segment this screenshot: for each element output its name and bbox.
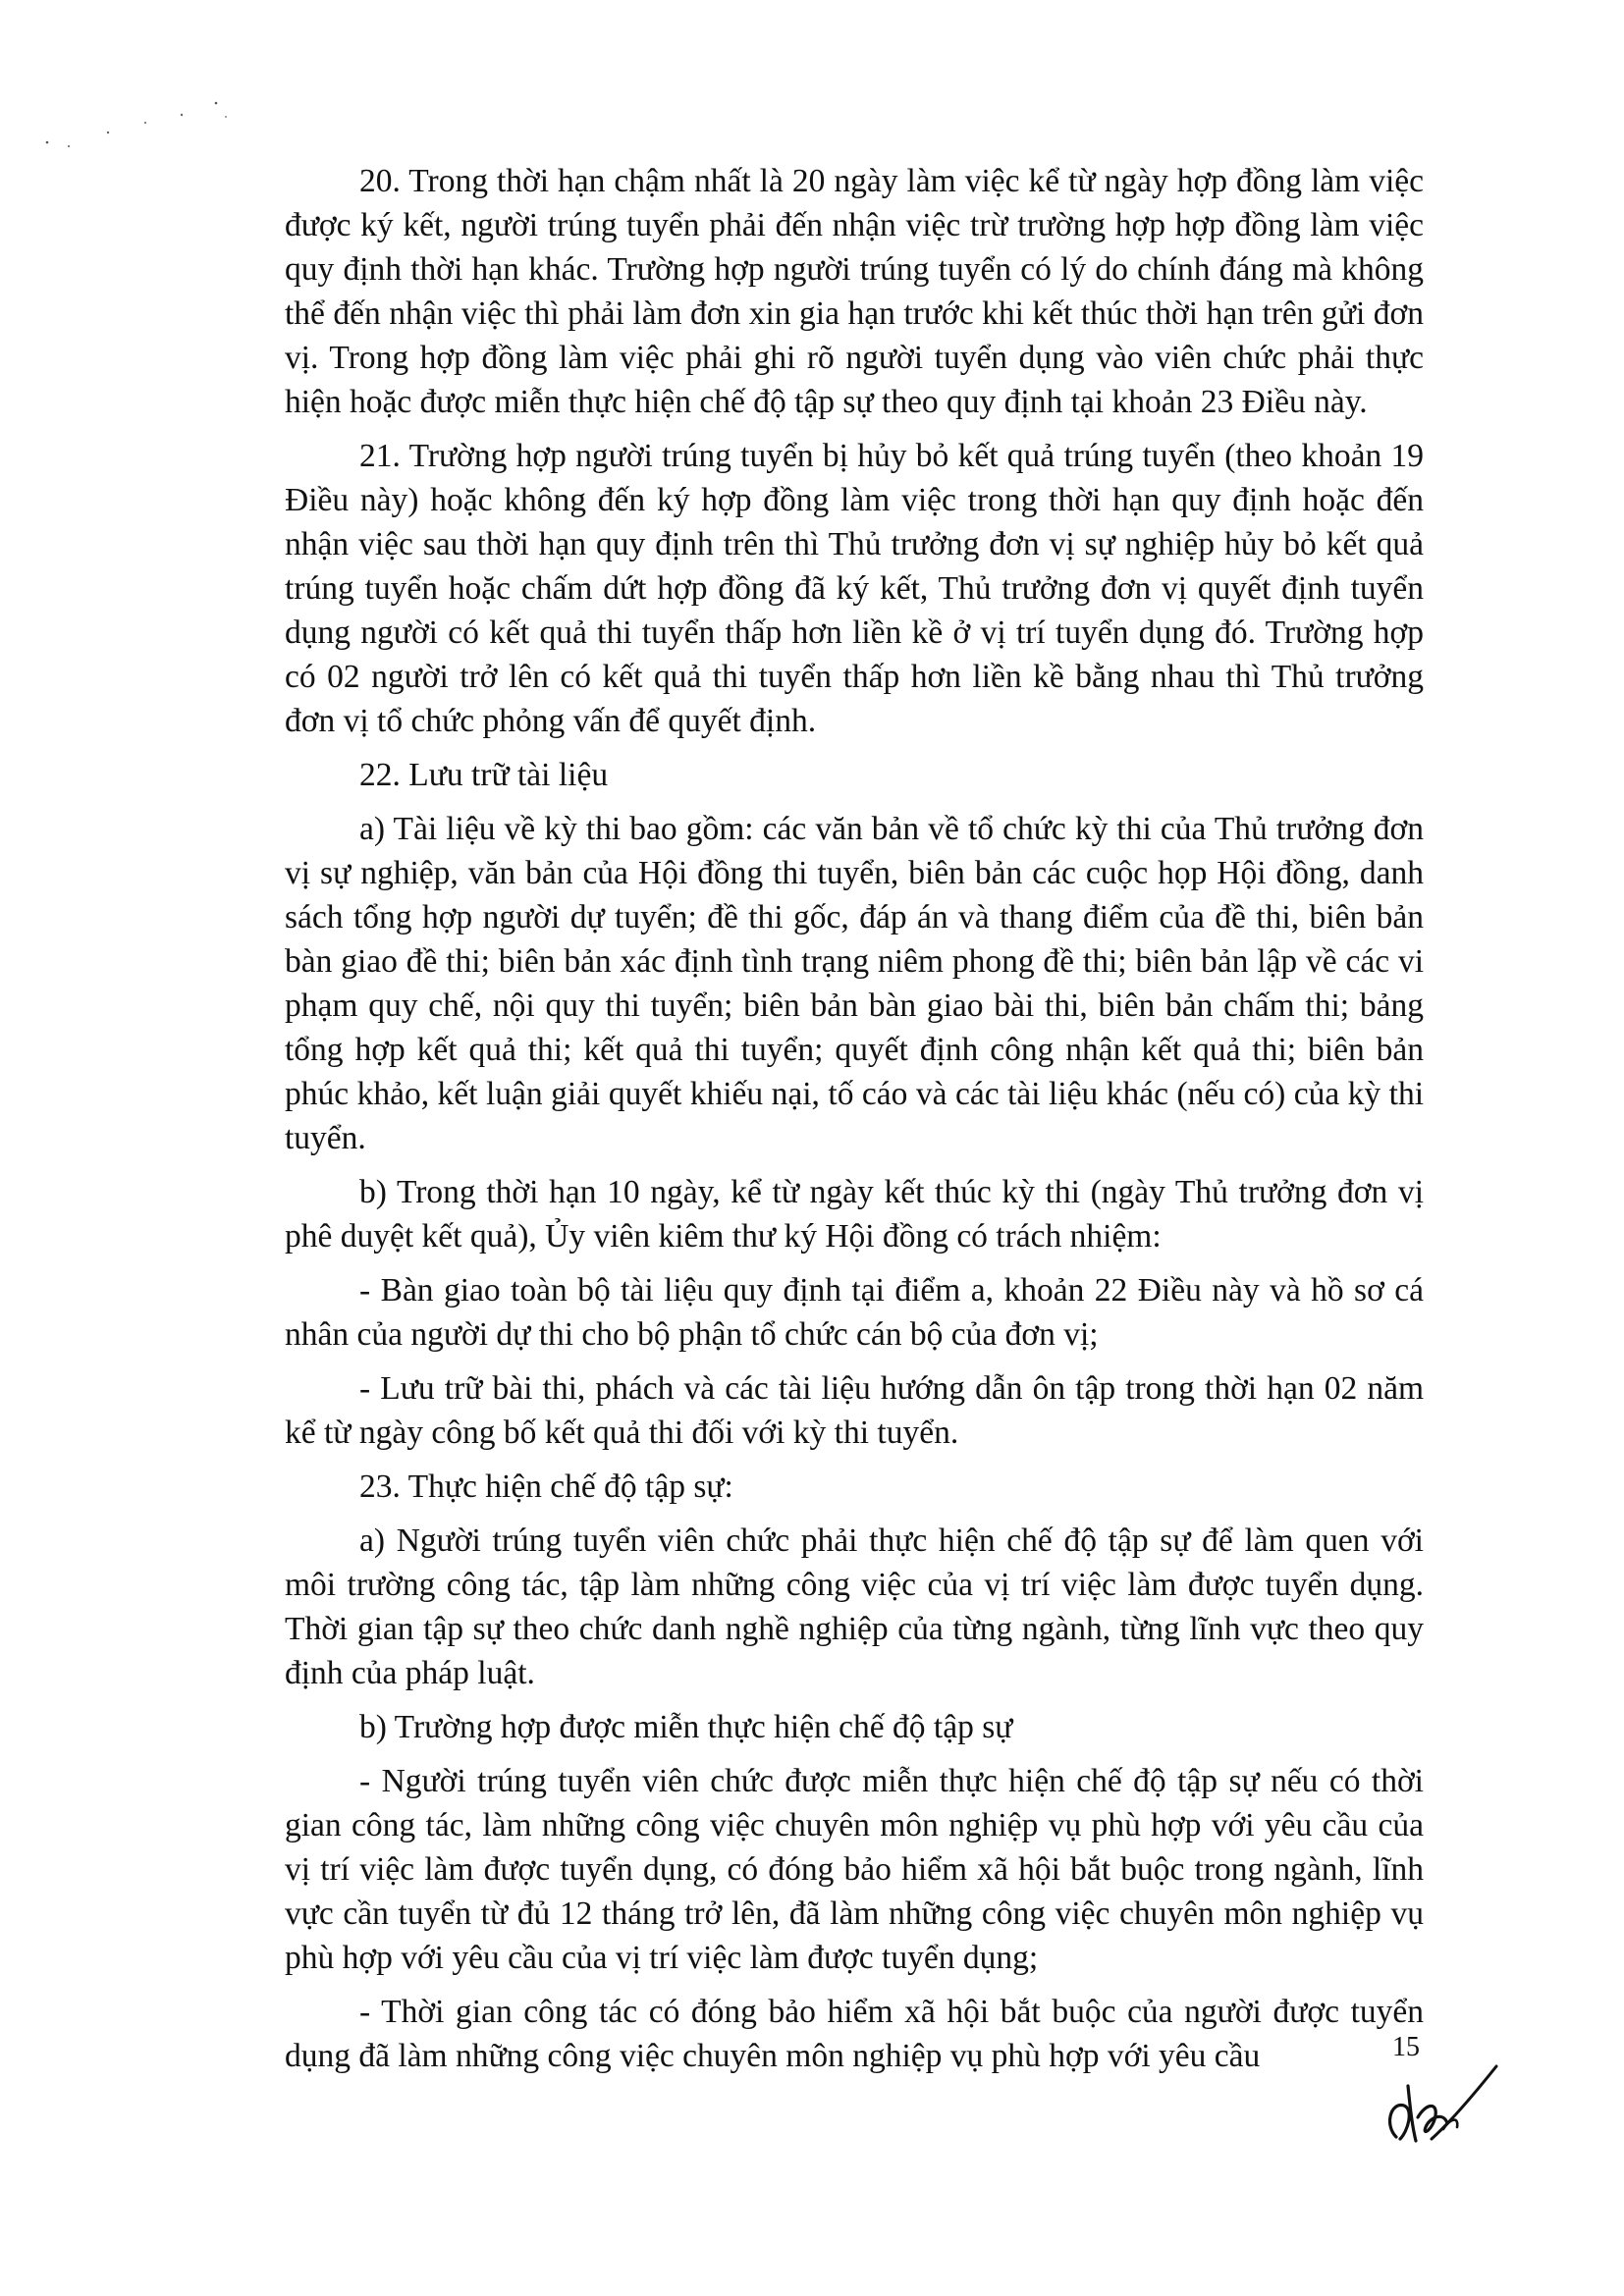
page-number: 15 <box>1392 2032 1420 2062</box>
section-23-heading: 23. Thực hiện chế độ tập sự: <box>359 1468 733 1505</box>
paragraph-22b-item-1: - Bàn giao toàn bộ tài liệu quy định tại điểm a, khoản 22 Điều này và hồ sơ cá nhân của người dự thi cho bộ phận tổ chức cán bộ của đơn vị; <box>285 1272 1424 1353</box>
scan-noise-dots <box>39 93 236 162</box>
document-body <box>285 159 1424 2088</box>
paragraph-23b-item-1: - Người trúng tuyển viên chức được miễn thực hiện chế độ tập sự nếu có thời gian công tác, làm những công việc chuyên môn nghiệp vụ phù hợp với yêu cầu của vị trí việc làm được tuyển dụng, có đóng bảo hiểm xã hội bắt buộc trong ngành, lĩnh vực cần tuyển từ đủ 12 tháng trở lên, đã làm những công việc chuyên môn nghiệp vụ phù hợp với yêu cầu của vị trí việc làm được tuyển dụng; <box>285 1763 1424 1976</box>
paragraph-22a: a) Tài liệu về kỳ thi bao gồm: các văn bản về tổ chức kỳ thi của Thủ trưởng đơn vị sự nghiệp, văn bản của Hội đồng thi tuyển, biên bản các cuộc họp Hội đồng, danh sách tổng hợp người dự tuyển; đề thi gốc, đáp án và thang điểm của đề thi, biên bản bàn giao đề thi; biên bản xác định tình trạng niêm phong đề thi; biên bản lập về các vi phạm quy chế, nội quy thi tuyển; biên bản bàn giao bài thi, biên bản chấm thi; bảng tổng hợp kết quả thi; kết quả thi tuyển; quyết định công nhận kết quả thi; biên bản phúc khảo, kết luận giải quyết khiếu nại, tố cáo và các tài liệu khác (nếu có) của kỳ thi tuyển. <box>285 811 1424 1156</box>
paragraph-21: 21. Trường hợp người trúng tuyển bị hủy bỏ kết quả trúng tuyển (theo khoản 19 Điều này) hoặc không đến ký hợp đồng làm việc trong thời hạn quy định hoặc đến nhận việc sau thời hạn quy định trên thì Thủ trưởng đơn vị sự nghiệp hủy bỏ kết quả trúng tuyển hoặc chấm dứt hợp đồng đã ký kết, Thủ trưởng đơn vị quyết định tuyển dụng người có kết quả thi tuyển thấp hơn liền kề ở vị trí tuyển dụng đó. Trường hợp có 02 người trở lên có kết quả thi tuyển thấp hơn liền kề bằng nhau thì Thủ trưởng đơn vị tổ chức phỏng vấn để quyết định. <box>285 438 1424 739</box>
paragraph-20: 20. Trong thời hạn chậm nhất là 20 ngày làm việc kể từ ngày hợp đồng làm việc được ký kết, người trúng tuyển phải đến nhận việc trừ trường hợp hợp đồng làm việc quy định thời hạn khác. Trường hợp người trúng tuyển có lý do chính đáng mà không thể đến nhận việc thì phải làm đơn xin gia hạn trước khi kết thúc thời hạn trên gửi đơn vị. Trong hợp đồng làm việc phải ghi rõ người tuyển dụng vào viên chức phải thực hiện hoặc được miễn thực hiện chế độ tập sự theo quy định tại khoản 23 Điều này. <box>285 163 1424 420</box>
section-22-heading: 22. Lưu trữ tài liệu <box>359 757 609 793</box>
paragraph-23b: b) Trường hợp được miễn thực hiện chế độ tập sự <box>359 1709 1013 1745</box>
paragraph-22b: b) Trong thời hạn 10 ngày, kể từ ngày kết thúc kỳ thi (ngày Thủ trưởng đơn vị phê duyệt kết quả), Ủy viên kiêm thư ký Hội đồng có trách nhiệm: <box>285 1174 1424 1255</box>
handwritten-initials-icon <box>1375 2047 1502 2155</box>
paragraph-23b-item-2: - Thời gian công tác có đóng bảo hiểm xã hội bắt buộc của người được tuyển dụng đã làm những công việc chuyên môn nghiệp vụ phù hợp với yêu cầu <box>285 1994 1424 2074</box>
paragraph-23a: a) Người trúng tuyển viên chức phải thực hiện chế độ tập sự để làm quen với môi trường công tác, tập làm những công việc của vị trí việc làm được tuyển dụng. Thời gian tập sự theo chức danh nghề nghiệp của từng ngành, từng lĩnh vực theo quy định của pháp luật. <box>285 1522 1424 1691</box>
paragraph-22b-item-2: - Lưu trữ bài thi, phách và các tài liệu hướng dẫn ôn tập trong thời hạn 02 năm kể từ ngày công bố kết quả thi đối với kỳ thi tuyển. <box>285 1370 1424 1451</box>
